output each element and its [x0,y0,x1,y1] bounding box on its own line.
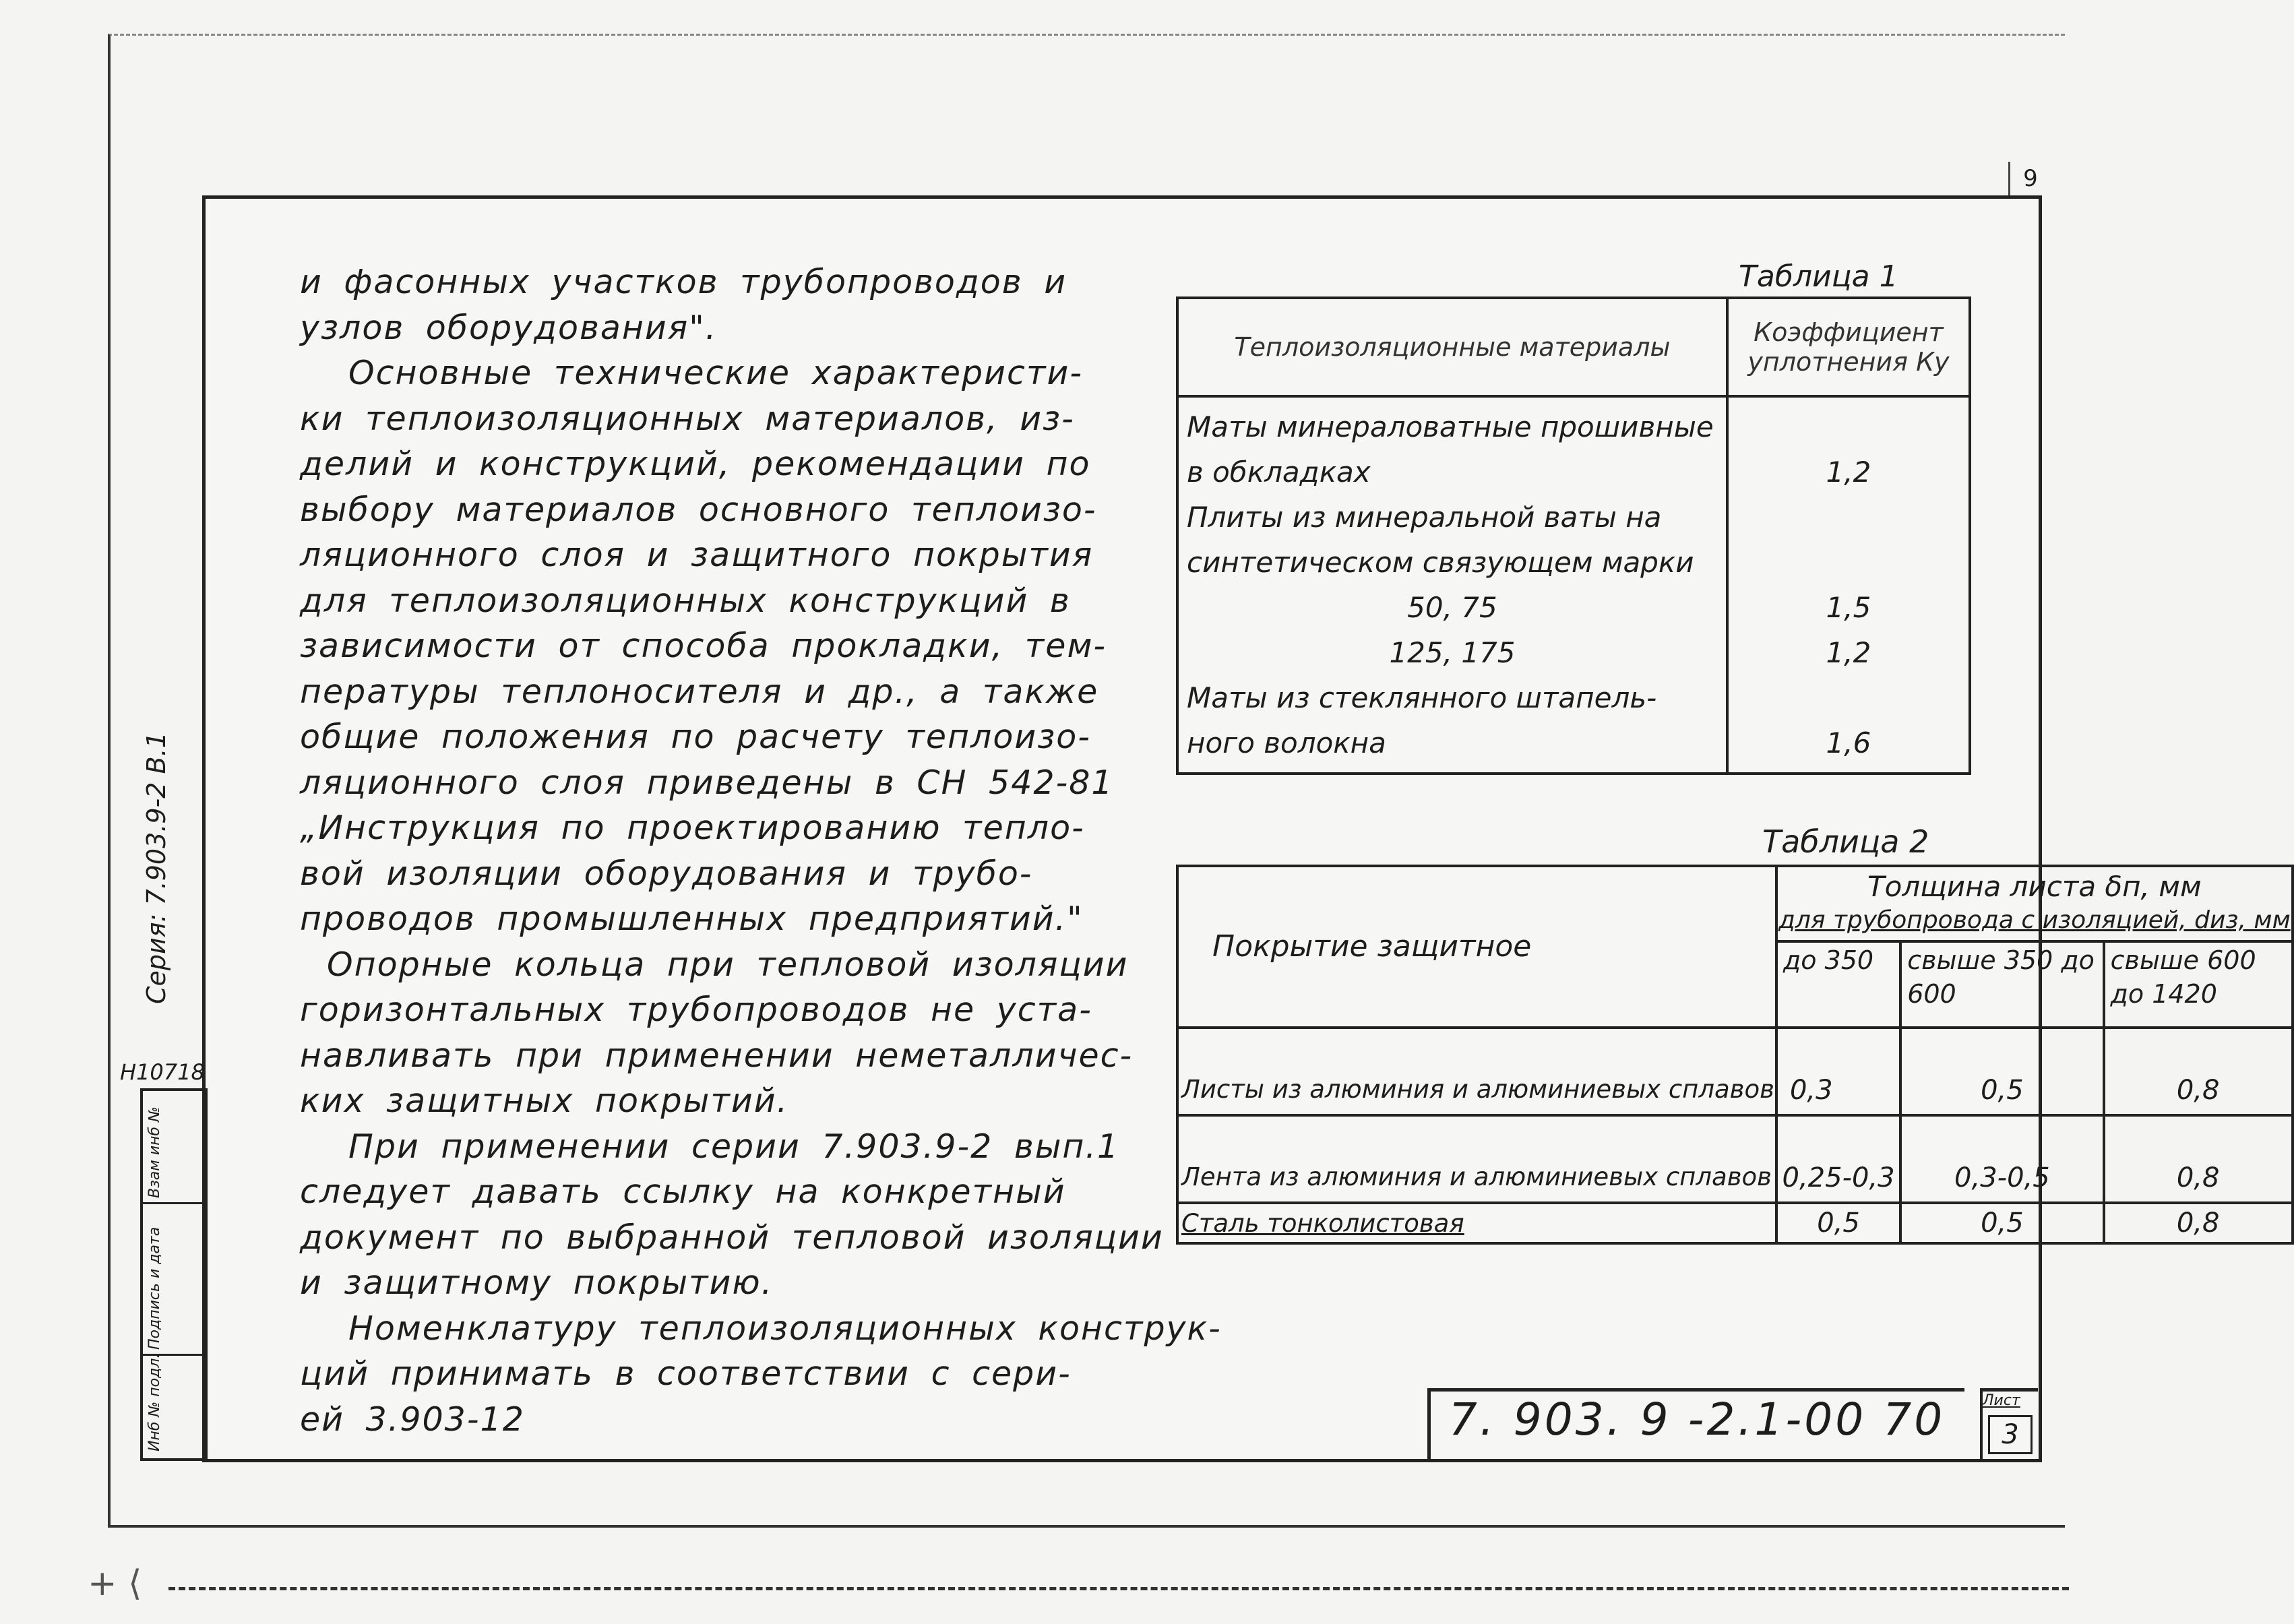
text-line: навливать при применении неметалличес- [300,1036,1134,1075]
text-line: документ по выбранной тепловой изоляции [300,1218,1164,1257]
series-label: Серия: 7.903.9-2 В.1 [142,732,171,1004]
table2-header-row [1177,866,2293,941]
text-line: пературы теплоносителя и др., а также [300,672,1099,711]
stamp-cell-label: Подпись и дата [146,1226,163,1350]
text-line: ляционного слоя приведены в СН 542-81 [300,763,1114,802]
stamp-cell-signature [143,1202,205,1356]
text-line: ций принимать в соответствии с сери- [300,1354,1072,1393]
cut-line [168,1587,2069,1590]
table2-value: 0,8 [2104,1028,2293,1115]
table2-value: 0,8 [2104,1203,2293,1243]
table1-material: 125, 175 [1389,636,1516,669]
table2-material: Листы из алюминия и алюминиевых сплавов [1177,1028,1776,1115]
table1-material: ного волокна [1187,726,1386,759]
table1 [1176,296,1971,775]
text-line: узлов оборудования". [300,308,718,347]
table2-value: 0,3-0,5 [1900,1115,2103,1203]
cut-mark: + ⟨ [88,1563,142,1604]
table2-material: Сталь тонколистовая [1177,1203,1776,1243]
table2-col-350-600: свыше 350 до 600 [1900,941,2103,1028]
text-line: выбору материалов основного теплоизо- [300,490,1097,529]
table1-body [1177,396,1970,774]
body-text [300,259,1222,1442]
text-line: для теплоизоляционных конструкций в [300,581,1071,620]
table1-caption: Таблица 1 [1739,259,1898,294]
table1-material: в обкладках [1187,456,1371,489]
table1-value [1729,675,1968,720]
sheet-number: 3 [1988,1415,2033,1454]
stamp-cell-inventory [143,1354,205,1456]
table1-material: Плиты из минеральной ваты на [1187,501,1662,534]
table1-value: 1,6 [1826,726,1871,759]
inventory-code: Н10718 [120,1059,205,1085]
table1-material: Маты из стеклянного штапель- [1187,681,1657,714]
table2-header-coating: Покрытие защитное [1177,866,1776,1028]
table2-row [1177,1028,2293,1115]
table1-material: 50, 75 [1407,591,1497,624]
text-line: Номенклатуру теплоизоляционных конструк- [348,1309,1222,1348]
text-line: ляционного слоя и защитного покрытия [300,536,1094,574]
text-line: „Инструкция по проектированию тепло- [300,809,1085,847]
text-line: горизонтальных трубопроводов не уста- [300,991,1092,1029]
text-line: Основные технические характеристи- [348,354,1084,392]
text-line: При применении серии 7.903.9-2 вып.1 [348,1127,1120,1166]
table2-value: 0,25-0,3 [1776,1115,1900,1203]
table2-value: 0,5 [1776,1203,1900,1243]
table1-header-material: Теплоизоляционные материалы [1177,298,1727,396]
table2 [1176,865,2294,1245]
table1-value: 1,2 [1826,456,1871,489]
text-line: ки теплоизоляционных материалов, из- [300,399,1075,438]
table2-col-upto350: до 350 [1776,941,1900,1028]
table2-value: 0,5 [1900,1028,2103,1115]
table2-value: 0,8 [2104,1115,2293,1203]
table1-value: 1,5 [1826,591,1871,624]
table1-value [1729,540,1968,585]
text-line: зависимости от способа прокладки, тем- [300,627,1107,665]
margin-stamp-box [140,1088,208,1461]
table2-row [1177,1115,2293,1203]
table2-value: 0,5 [1900,1203,2103,1243]
table1-materials-cell [1177,396,1727,774]
text-line: общие положения по расчету теплоизо- [300,718,1091,756]
table1-value [1729,404,1968,449]
corner-page-number: 9 [2008,162,2051,195]
text-line: Опорные кольца при тепловой изоляции [327,945,1129,984]
table2-value: 0,3 [1776,1028,1900,1115]
table2-caption: Таблица 2 [1762,823,1929,860]
text-line: проводов промышленных предприятий." [300,900,1084,938]
stamp-cell-label: Инб № подл. [146,1353,163,1451]
sheet-label: Лист [1983,1392,2020,1409]
table2-header-diameter: для трубопровода с изоляцией, dиз, мм [1778,906,2291,934]
text-line: ей 3.903-12 [300,1400,525,1439]
table2-material: Лента из алюминия и алюминиевых сплавов [1177,1115,1776,1203]
document-code: 7. 903. 9 -2.1-00 70 [1448,1394,1946,1445]
table1-header-coefficient: Коэффициент уплотнения Ку [1727,298,1970,396]
table1-value [1729,495,1968,540]
text-line: вой изоляции оборудования и трубо- [300,854,1033,893]
table1-material: синтетическом связующем марки [1187,546,1694,579]
table2-header-thickness [1776,866,2293,941]
text-line: ких защитных покрытий. [300,1082,789,1120]
table2-col-600-1420: свыше 600 до 1420 [2104,941,2293,1028]
text-line: и защитному покрытию. [300,1263,774,1302]
table2-header-thickness-title: Толщина листа δп, мм [1867,870,2202,903]
text-line: делий и конструкций, рекомендации по [300,445,1091,483]
stamp-cell-label: Взам инб № [146,1106,163,1198]
table2-row [1177,1203,2293,1243]
table1-values-cell [1727,396,1970,774]
stamp-cell-replaced [143,1091,205,1204]
table1-value: 1,2 [1826,636,1871,669]
table1-header-row [1177,298,1970,396]
text-line: и фасонных участков трубопроводов и [300,263,1067,301]
text-line: следует давать ссылку на конкретный [300,1173,1066,1211]
table1-material: Маты минераловатные прошивные [1187,410,1714,443]
